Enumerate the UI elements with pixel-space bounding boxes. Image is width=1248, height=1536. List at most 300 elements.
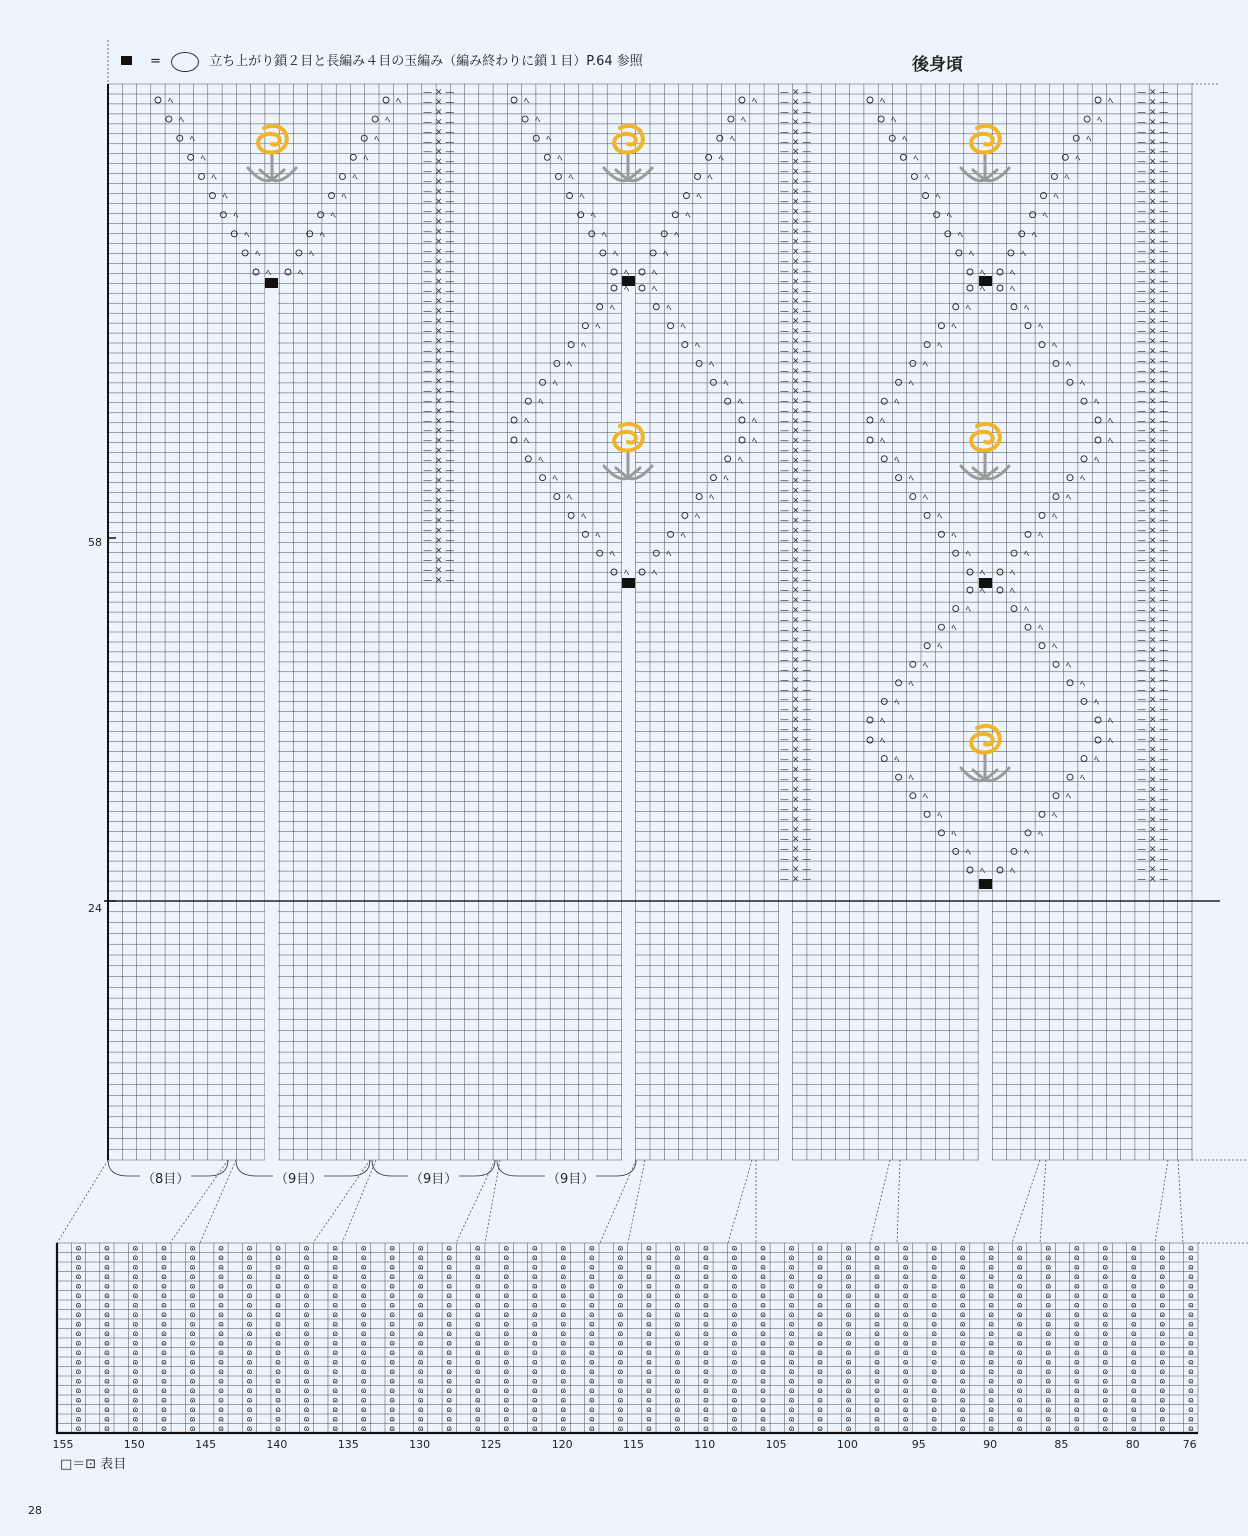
decrease-icon: ﾍ bbox=[1108, 416, 1113, 427]
twisted-stitch-icon: ɷ bbox=[988, 1424, 995, 1433]
cable-column: — ⨯ — bbox=[423, 426, 455, 437]
twisted-stitch-icon: ɷ bbox=[218, 1272, 224, 1281]
decrease-icon: ﾍ bbox=[980, 866, 985, 877]
yarn-over-icon bbox=[900, 154, 906, 160]
yarn-over-icon bbox=[1073, 135, 1079, 141]
yarn-over-icon bbox=[953, 606, 959, 612]
connector-line bbox=[1178, 1160, 1183, 1243]
twisted-stitch-icon: ɷ bbox=[246, 1338, 253, 1348]
flower-stem-icon bbox=[961, 752, 1009, 781]
cable-column: — ⨯ — bbox=[780, 615, 812, 626]
twisted-stitch-icon: ɷ bbox=[1159, 1243, 1166, 1253]
cable-column: — ⨯ — bbox=[780, 197, 812, 208]
decrease-icon: ﾍ bbox=[1038, 623, 1043, 635]
twisted-stitch-icon: ɷ bbox=[703, 1272, 709, 1281]
twisted-stitch-icon: ɷ bbox=[1073, 1405, 1080, 1414]
yarn-over-icon bbox=[997, 867, 1003, 873]
twisted-stitch-icon: ɷ bbox=[189, 1253, 196, 1262]
cable-column: — ⨯ — bbox=[780, 854, 812, 865]
twisted-stitch-icon: ɷ bbox=[988, 1281, 995, 1291]
twisted-stitch-icon: ɷ bbox=[588, 1281, 595, 1291]
twisted-stitch-icon: ɷ bbox=[417, 1395, 424, 1405]
twisted-stitch-icon: ɷ bbox=[389, 1414, 396, 1424]
twisted-stitch-icon: ɷ bbox=[760, 1272, 766, 1281]
twisted-stitch-icon: ɷ bbox=[332, 1376, 339, 1386]
yarn-over-icon bbox=[695, 173, 701, 179]
twisted-stitch-icon: ɷ bbox=[845, 1405, 852, 1414]
cable-column: — ⨯ — bbox=[1137, 207, 1169, 218]
twisted-stitch-icon: ɷ bbox=[474, 1414, 481, 1424]
cable-column: — ⨯ — bbox=[780, 226, 812, 237]
cable-column: — ⨯ — bbox=[780, 436, 812, 447]
twisted-stitch-icon: ɷ bbox=[902, 1329, 909, 1338]
twisted-stitch-icon: ɷ bbox=[104, 1424, 110, 1433]
twisted-stitch-icon: ɷ bbox=[75, 1319, 82, 1329]
twisted-stitch-icon: ɷ bbox=[1045, 1395, 1052, 1405]
twisted-stitch-icon: ɷ bbox=[988, 1405, 995, 1414]
twisted-stitch-icon: ɷ bbox=[1016, 1424, 1023, 1433]
column-number: 120 bbox=[551, 1438, 573, 1451]
twisted-stitch-icon: ɷ bbox=[788, 1291, 795, 1300]
twisted-stitch-icon: ɷ bbox=[417, 1338, 424, 1348]
twisted-stitch-icon: ɷ bbox=[617, 1357, 624, 1367]
twisted-stitch-icon: ɷ bbox=[1159, 1272, 1166, 1281]
twisted-stitch-icon: ɷ bbox=[531, 1310, 538, 1319]
cable-column: — ⨯ — bbox=[1137, 705, 1169, 716]
twisted-stitch-icon: ɷ bbox=[474, 1386, 481, 1395]
connector-line bbox=[200, 1160, 236, 1243]
twisted-stitch-icon: ɷ bbox=[788, 1338, 795, 1348]
twisted-stitch-icon: ɷ bbox=[931, 1319, 938, 1329]
cable-column: — ⨯ — bbox=[780, 725, 812, 736]
decrease-icon: ﾍ bbox=[752, 96, 757, 107]
cable-column: — ⨯ — bbox=[780, 505, 812, 516]
column-number: 125 bbox=[480, 1438, 502, 1451]
decrease-icon: ﾍ bbox=[908, 473, 914, 485]
legend-description: 立ち上がり鎖２目と長編み４目の玉編み（編み終わりに鎖１目）P.64 参照 bbox=[209, 54, 643, 69]
cable-column: — ⨯ — bbox=[780, 127, 812, 138]
twisted-stitch-icon: ɷ bbox=[1016, 1338, 1023, 1348]
twisted-stitch-icon: ɷ bbox=[931, 1405, 938, 1414]
cable-column: — ⨯ — bbox=[1137, 286, 1169, 297]
connector-line bbox=[485, 1160, 500, 1243]
twisted-stitch-icon: ɷ bbox=[817, 1300, 823, 1310]
twisted-stitch-icon: ɷ bbox=[218, 1291, 224, 1300]
cable-column: — ⨯ — bbox=[1137, 784, 1169, 795]
twisted-stitch-icon: ɷ bbox=[645, 1243, 652, 1253]
decrease-icon: ﾍ bbox=[880, 416, 885, 427]
twisted-stitch-icon: ɷ bbox=[645, 1424, 652, 1433]
decrease-icon: ﾍ bbox=[709, 492, 715, 504]
decrease-icon: ﾍ bbox=[922, 660, 928, 672]
twisted-stitch-icon: ɷ bbox=[360, 1414, 367, 1424]
yarn-over-icon bbox=[372, 116, 378, 122]
yarn-over-icon bbox=[220, 212, 226, 218]
twisted-stitch-icon: ɷ bbox=[817, 1376, 823, 1386]
twisted-stitch-icon: ɷ bbox=[845, 1395, 852, 1405]
twisted-stitch-icon: ɷ bbox=[389, 1367, 396, 1376]
twisted-stitch-icon: ɷ bbox=[617, 1243, 624, 1253]
column-number: 150 bbox=[123, 1438, 145, 1451]
twisted-stitch-icon: ɷ bbox=[1016, 1291, 1023, 1300]
twisted-stitch-icon: ɷ bbox=[1187, 1386, 1194, 1395]
cable-column: — ⨯ — bbox=[1137, 565, 1169, 576]
twisted-stitch-icon: ɷ bbox=[132, 1243, 139, 1253]
twisted-stitch-icon: ɷ bbox=[1102, 1262, 1109, 1272]
twisted-stitch-icon: ɷ bbox=[246, 1310, 253, 1319]
column-number: 80 bbox=[1125, 1438, 1140, 1451]
twisted-stitch-icon: ɷ bbox=[389, 1376, 396, 1386]
twisted-stitch-icon: ɷ bbox=[674, 1329, 681, 1338]
cable-column: — ⨯ — bbox=[780, 207, 812, 218]
twisted-stitch-icon: ɷ bbox=[1073, 1367, 1080, 1376]
decrease-icon: ﾍ bbox=[624, 284, 629, 295]
twisted-stitch-icon: ɷ bbox=[1016, 1376, 1023, 1386]
twisted-stitch-icon: ɷ bbox=[645, 1338, 652, 1348]
twisted-stitch-icon: ɷ bbox=[959, 1357, 966, 1367]
cable-column: — ⨯ — bbox=[780, 625, 812, 636]
twisted-stitch-icon: ɷ bbox=[1187, 1405, 1194, 1414]
twisted-stitch-icon: ɷ bbox=[246, 1300, 253, 1310]
twisted-stitch-icon: ɷ bbox=[731, 1243, 738, 1253]
twisted-stitch-icon: ɷ bbox=[303, 1348, 310, 1357]
twisted-stitch-icon: ɷ bbox=[1102, 1329, 1109, 1338]
twisted-stitch-icon: ɷ bbox=[817, 1272, 823, 1281]
twisted-stitch-icon: ɷ bbox=[417, 1319, 424, 1329]
twisted-stitch-icon: ɷ bbox=[303, 1329, 310, 1338]
cable-column: — ⨯ — bbox=[423, 495, 455, 506]
flower-motif-icon bbox=[971, 126, 1000, 153]
twisted-stitch-icon: ɷ bbox=[1159, 1262, 1166, 1272]
cable-column: — ⨯ — bbox=[423, 555, 455, 566]
decrease-icon: ﾍ bbox=[1094, 754, 1099, 766]
twisted-stitch-icon: ɷ bbox=[417, 1414, 424, 1424]
yarn-over-icon bbox=[710, 475, 716, 481]
twisted-stitch-icon: ɷ bbox=[1130, 1405, 1137, 1414]
row-label-58: 58 bbox=[88, 536, 102, 549]
decrease-icon: ﾍ bbox=[1024, 604, 1029, 616]
cable-column: — ⨯ — bbox=[1137, 157, 1169, 168]
twisted-stitch-icon: ɷ bbox=[959, 1243, 966, 1253]
twisted-stitch-icon: ɷ bbox=[531, 1300, 538, 1310]
twisted-stitch-icon: ɷ bbox=[218, 1329, 224, 1338]
twisted-stitch-icon: ɷ bbox=[503, 1376, 510, 1386]
yarn-over-icon bbox=[934, 212, 940, 218]
twisted-stitch-icon: ɷ bbox=[218, 1395, 224, 1405]
twisted-stitch-icon: ɷ bbox=[817, 1329, 823, 1338]
twisted-stitch-icon: ɷ bbox=[189, 1348, 196, 1357]
twisted-stitch-icon: ɷ bbox=[617, 1300, 624, 1310]
cable-column: — ⨯ — bbox=[1137, 326, 1169, 337]
twisted-stitch-icon: ɷ bbox=[417, 1253, 424, 1262]
twisted-stitch-icon: ɷ bbox=[531, 1253, 538, 1262]
yarn-over-icon bbox=[1025, 323, 1031, 329]
decrease-icon: ﾍ bbox=[1038, 530, 1043, 542]
cable-column: — ⨯ — bbox=[423, 207, 455, 218]
twisted-stitch-icon: ɷ bbox=[674, 1348, 681, 1357]
yarn-over-icon bbox=[597, 550, 603, 556]
twisted-stitch-icon: ɷ bbox=[1130, 1367, 1137, 1376]
twisted-stitch-icon: ɷ bbox=[1102, 1376, 1109, 1386]
twisted-stitch-icon: ɷ bbox=[560, 1272, 567, 1281]
column-number: 85 bbox=[1054, 1438, 1069, 1451]
twisted-stitch-icon: ɷ bbox=[360, 1348, 367, 1357]
cable-column: — ⨯ — bbox=[780, 386, 812, 397]
cable-column: — ⨯ — bbox=[423, 157, 455, 168]
twisted-stitch-icon: ɷ bbox=[246, 1376, 253, 1386]
twisted-stitch-icon: ɷ bbox=[275, 1386, 281, 1395]
yarn-over-icon bbox=[896, 680, 902, 686]
twisted-stitch-icon: ɷ bbox=[1102, 1272, 1109, 1281]
cable-column: — ⨯ — bbox=[1137, 296, 1169, 307]
cable-column: — ⨯ — bbox=[780, 555, 812, 566]
twisted-stitch-icon: ɷ bbox=[360, 1253, 367, 1262]
twisted-stitch-icon: ɷ bbox=[674, 1395, 681, 1405]
cable-column: — ⨯ — bbox=[780, 416, 812, 427]
twisted-stitch-icon: ɷ bbox=[902, 1262, 909, 1272]
twisted-stitch-icon: ɷ bbox=[959, 1386, 966, 1395]
twisted-stitch-icon: ɷ bbox=[703, 1414, 709, 1424]
decrease-icon: ﾍ bbox=[1038, 321, 1043, 333]
cable-column: — ⨯ — bbox=[780, 366, 812, 377]
cable-column: — ⨯ — bbox=[780, 655, 812, 666]
twisted-stitch-icon: ɷ bbox=[931, 1281, 938, 1291]
twisted-stitch-icon: ɷ bbox=[389, 1272, 396, 1281]
twisted-stitch-icon: ɷ bbox=[132, 1291, 139, 1300]
twisted-stitch-icon: ɷ bbox=[817, 1414, 823, 1424]
twisted-stitch-icon: ɷ bbox=[931, 1424, 938, 1433]
twisted-stitch-icon: ɷ bbox=[1073, 1376, 1080, 1386]
flower-stem-icon bbox=[961, 152, 1009, 181]
twisted-stitch-icon: ɷ bbox=[389, 1386, 396, 1395]
twisted-stitch-icon: ɷ bbox=[275, 1319, 281, 1329]
decrease-icon: ﾍ bbox=[1066, 492, 1071, 504]
twisted-stitch-icon: ɷ bbox=[902, 1357, 909, 1367]
twisted-stitch-icon: ɷ bbox=[588, 1348, 595, 1357]
twisted-stitch-icon: ɷ bbox=[75, 1281, 82, 1291]
twisted-stitch-icon: ɷ bbox=[760, 1348, 766, 1357]
twisted-stitch-icon: ɷ bbox=[503, 1272, 510, 1281]
twisted-stitch-icon: ɷ bbox=[959, 1319, 966, 1329]
twisted-stitch-icon: ɷ bbox=[303, 1376, 310, 1386]
yarn-over-icon bbox=[653, 550, 659, 556]
twisted-stitch-icon: ɷ bbox=[674, 1281, 681, 1291]
decrease-icon: ﾍ bbox=[1086, 134, 1092, 146]
twisted-stitch-icon: ɷ bbox=[788, 1272, 795, 1281]
twisted-stitch-icon: ɷ bbox=[503, 1386, 510, 1395]
decrease-icon: ﾍ bbox=[1094, 697, 1099, 709]
twisted-stitch-icon: ɷ bbox=[275, 1367, 281, 1376]
yarn-over-icon bbox=[896, 774, 902, 780]
twisted-stitch-icon: ɷ bbox=[1187, 1310, 1194, 1319]
twisted-stitch-icon: ɷ bbox=[417, 1367, 424, 1376]
cable-column: — ⨯ — bbox=[1137, 844, 1169, 855]
decrease-icon: ﾍ bbox=[319, 229, 325, 241]
twisted-stitch-icon: ɷ bbox=[246, 1424, 253, 1433]
twisted-stitch-icon: ɷ bbox=[218, 1319, 224, 1329]
twisted-stitch-icon: ɷ bbox=[931, 1376, 938, 1386]
twisted-stitch-icon: ɷ bbox=[1159, 1300, 1166, 1310]
twisted-stitch-icon: ɷ bbox=[731, 1367, 738, 1376]
yarn-over-icon bbox=[953, 304, 959, 310]
yarn-over-icon bbox=[611, 285, 617, 291]
twisted-stitch-icon: ɷ bbox=[931, 1414, 938, 1424]
twisted-stitch-icon: ɷ bbox=[246, 1367, 253, 1376]
twisted-stitch-icon: ɷ bbox=[560, 1281, 567, 1291]
cable-column: — ⨯ — bbox=[1137, 226, 1169, 237]
twisted-stitch-icon: ɷ bbox=[332, 1348, 339, 1357]
twisted-stitch-icon: ɷ bbox=[560, 1262, 567, 1272]
twisted-stitch-icon: ɷ bbox=[332, 1357, 339, 1367]
yarn-over-icon bbox=[668, 323, 674, 329]
cable-column: — ⨯ — bbox=[780, 824, 812, 835]
cable-column: — ⨯ — bbox=[1137, 127, 1169, 138]
decrease-icon: ﾍ bbox=[609, 549, 615, 561]
decrease-icon: ﾍ bbox=[752, 416, 757, 427]
twisted-stitch-icon: ɷ bbox=[446, 1376, 453, 1386]
twisted-stitch-icon: ɷ bbox=[474, 1253, 481, 1262]
cable-column: — ⨯ — bbox=[780, 476, 812, 487]
twisted-stitch-icon: ɷ bbox=[275, 1272, 281, 1281]
decrease-icon: ﾍ bbox=[1064, 172, 1070, 184]
twisted-stitch-icon: ɷ bbox=[104, 1357, 110, 1367]
twisted-stitch-icon: ɷ bbox=[1159, 1414, 1166, 1424]
twisted-stitch-icon: ɷ bbox=[161, 1253, 167, 1262]
decrease-icon: ﾍ bbox=[965, 302, 971, 314]
cable-column: — ⨯ — bbox=[780, 466, 812, 477]
cable-column: — ⨯ — bbox=[780, 396, 812, 407]
twisted-stitch-icon: ɷ bbox=[845, 1281, 852, 1291]
decrease-icon: ﾍ bbox=[552, 378, 558, 390]
decrease-icon: ﾍ bbox=[308, 248, 314, 260]
yarn-over-icon bbox=[199, 173, 205, 179]
twisted-stitch-icon: ɷ bbox=[1159, 1291, 1166, 1300]
twisted-stitch-icon: ɷ bbox=[902, 1300, 909, 1310]
twisted-stitch-icon: ɷ bbox=[531, 1367, 538, 1376]
column-number: 115 bbox=[623, 1438, 644, 1451]
yarn-over-icon bbox=[938, 830, 944, 836]
cable-column: — ⨯ — bbox=[1137, 117, 1169, 128]
twisted-stitch-icon: ɷ bbox=[817, 1386, 823, 1395]
twisted-stitch-icon: ɷ bbox=[588, 1405, 595, 1414]
twisted-stitch-icon: ɷ bbox=[1130, 1424, 1137, 1433]
cable-column: — ⨯ — bbox=[1137, 197, 1169, 208]
twisted-stitch-icon: ɷ bbox=[303, 1253, 310, 1262]
twisted-stitch-icon: ɷ bbox=[731, 1338, 738, 1348]
twisted-stitch-icon: ɷ bbox=[332, 1405, 339, 1414]
yarn-over-icon bbox=[910, 793, 916, 799]
cable-column: — ⨯ — bbox=[1137, 466, 1169, 477]
twisted-stitch-icon: ɷ bbox=[275, 1376, 281, 1386]
twisted-stitch-icon: ɷ bbox=[1130, 1357, 1137, 1367]
yarn-over-icon bbox=[938, 624, 944, 630]
twisted-stitch-icon: ɷ bbox=[1159, 1281, 1166, 1291]
twisted-stitch-icon: ɷ bbox=[902, 1348, 909, 1357]
twisted-stitch-icon: ɷ bbox=[788, 1348, 795, 1357]
decrease-icon: ﾍ bbox=[894, 754, 900, 766]
twisted-stitch-icon: ɷ bbox=[645, 1329, 652, 1338]
twisted-stitch-icon: ɷ bbox=[417, 1329, 424, 1338]
twisted-stitch-icon: ɷ bbox=[303, 1300, 310, 1310]
cable-column: — ⨯ — bbox=[780, 426, 812, 437]
twisted-stitch-icon: ɷ bbox=[674, 1367, 681, 1376]
twisted-stitch-icon: ɷ bbox=[389, 1262, 396, 1272]
decrease-icon: ﾍ bbox=[666, 302, 672, 314]
twisted-stitch-icon: ɷ bbox=[1130, 1310, 1137, 1319]
twisted-stitch-icon: ɷ bbox=[645, 1414, 652, 1424]
twisted-stitch-icon: ɷ bbox=[474, 1405, 481, 1414]
twisted-stitch-icon: ɷ bbox=[817, 1338, 823, 1348]
twisted-stitch-icon: ɷ bbox=[1159, 1329, 1166, 1338]
twisted-stitch-icon: ɷ bbox=[1073, 1243, 1080, 1253]
yarn-over-icon bbox=[911, 173, 917, 179]
cable-column: — ⨯ — bbox=[1137, 605, 1169, 616]
cable-column: — ⨯ — bbox=[1137, 216, 1169, 227]
decrease-icon: ﾍ bbox=[729, 134, 735, 146]
twisted-stitch-icon: ɷ bbox=[703, 1376, 709, 1386]
cable-column: — ⨯ — bbox=[780, 446, 812, 457]
twisted-stitch-icon: ɷ bbox=[1130, 1329, 1137, 1338]
yarn-over-icon bbox=[1067, 475, 1073, 481]
twisted-stitch-icon: ɷ bbox=[902, 1395, 909, 1405]
twisted-stitch-icon: ɷ bbox=[1159, 1367, 1166, 1376]
yarn-over-icon bbox=[682, 512, 688, 518]
cable-column: — ⨯ — bbox=[780, 117, 812, 128]
twisted-stitch-icon: ɷ bbox=[75, 1376, 82, 1386]
twisted-stitch-icon: ɷ bbox=[845, 1262, 852, 1272]
twisted-stitch-icon: ɷ bbox=[731, 1357, 738, 1367]
decrease-icon: ﾍ bbox=[946, 210, 952, 222]
twisted-stitch-icon: ɷ bbox=[104, 1310, 110, 1319]
twisted-stitch-icon: ɷ bbox=[417, 1281, 424, 1291]
twisted-stitch-icon: ɷ bbox=[360, 1405, 367, 1414]
cable-column: — ⨯ — bbox=[1137, 177, 1169, 188]
twisted-stitch-icon: ɷ bbox=[161, 1386, 167, 1395]
twisted-stitch-icon: ɷ bbox=[360, 1329, 367, 1338]
decrease-icon: ﾍ bbox=[222, 191, 228, 203]
decrease-icon: ﾍ bbox=[1108, 716, 1113, 727]
twisted-stitch-icon: ɷ bbox=[788, 1300, 795, 1310]
twisted-stitch-icon: ɷ bbox=[1073, 1253, 1080, 1262]
twisted-stitch-icon: ɷ bbox=[1159, 1348, 1166, 1357]
twisted-stitch-icon: ɷ bbox=[161, 1395, 167, 1405]
twisted-stitch-icon: ɷ bbox=[1130, 1348, 1137, 1357]
yarn-over-icon bbox=[1067, 774, 1073, 780]
yarn-over-icon bbox=[511, 97, 517, 103]
cable-column: — ⨯ — bbox=[423, 376, 455, 387]
cable-column: — ⨯ — bbox=[423, 476, 455, 487]
twisted-stitch-icon: ɷ bbox=[332, 1367, 339, 1376]
decrease-icon: ﾍ bbox=[1010, 866, 1015, 877]
twisted-stitch-icon: ɷ bbox=[246, 1357, 253, 1367]
twisted-stitch-icon: ɷ bbox=[446, 1357, 453, 1367]
twisted-stitch-icon: ɷ bbox=[959, 1272, 966, 1281]
cable-column: — ⨯ — bbox=[1137, 346, 1169, 357]
twisted-stitch-icon: ɷ bbox=[218, 1243, 224, 1253]
yarn-over-icon bbox=[889, 135, 895, 141]
twisted-stitch-icon: ɷ bbox=[560, 1300, 567, 1310]
yarn-over-icon bbox=[878, 116, 884, 122]
decrease-icon: ﾍ bbox=[244, 229, 250, 241]
decrease-icon: ﾍ bbox=[624, 568, 629, 579]
decrease-icon: ﾍ bbox=[723, 378, 729, 390]
twisted-stitch-icon: ɷ bbox=[246, 1281, 253, 1291]
yarn-over-icon bbox=[910, 360, 916, 366]
twisted-stitch-icon: ɷ bbox=[988, 1386, 995, 1395]
twisted-stitch-icon: ɷ bbox=[75, 1329, 82, 1338]
twisted-stitch-icon: ɷ bbox=[218, 1253, 224, 1262]
decrease-icon: ﾍ bbox=[566, 492, 572, 504]
